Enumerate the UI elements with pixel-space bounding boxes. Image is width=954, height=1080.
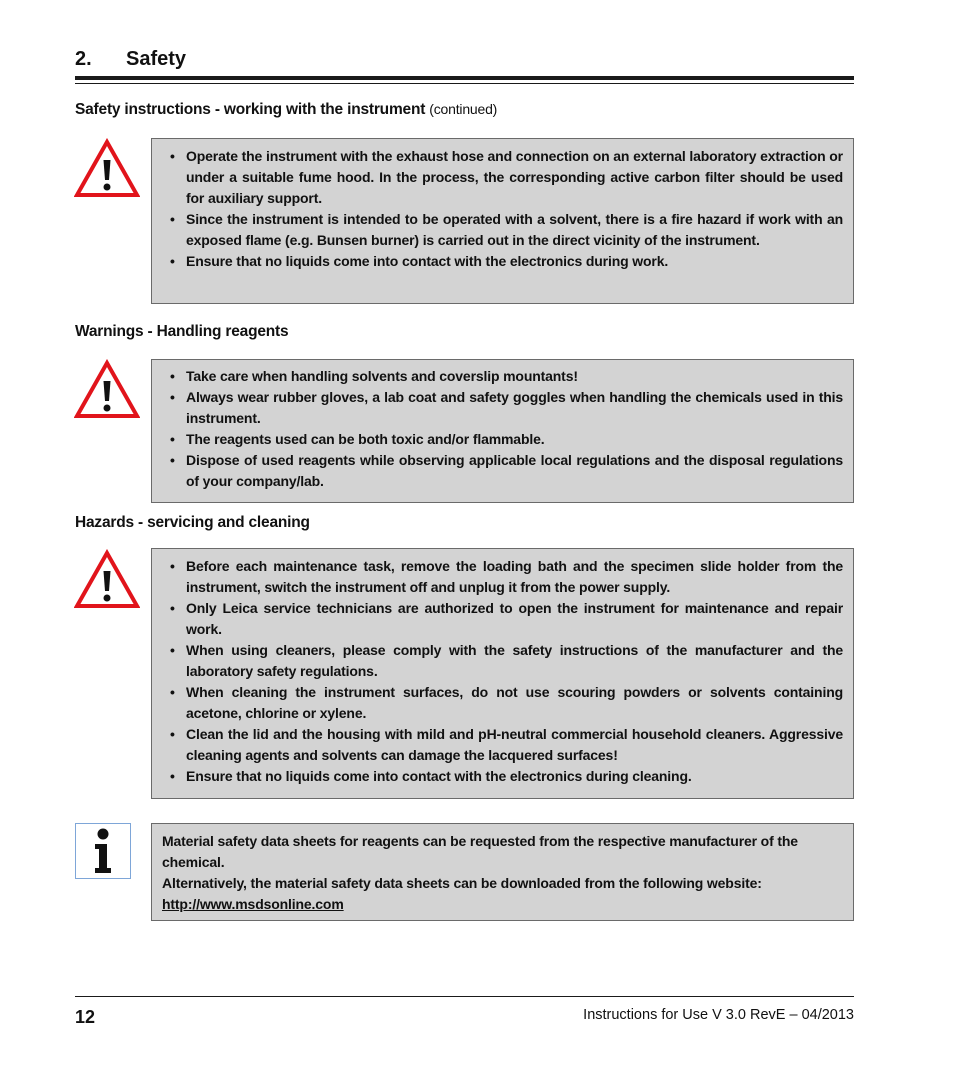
list-item: • Clean the lid and the housing with mild and pH-neutral commercial household cleaners. Aggressive cleaning agents and solvents can damage the lacquered surfaces! (162, 724, 843, 766)
document-info: Instructions for Use V 3.0 RevE – 04/2013 (583, 1007, 854, 1023)
list-item: • Take care when handling solvents and coverslip mountants! (162, 366, 843, 387)
warning-triangle-icon (74, 359, 140, 419)
list-item: • When using cleaners, please comply with the safety instructions of the manufacturer and the laboratory safety regulations. (162, 640, 843, 682)
list-item: • Operate the instrument with the exhaust hose and connection on an external laboratory extraction or under a suitable fume hood. In the process, the corresponding active carbon filter should be used for auxiliary support. (162, 146, 843, 209)
safety-instructions-box (151, 138, 854, 304)
section-heading-servicing-cleaning: Hazards - servicing and cleaning (75, 514, 310, 531)
chapter-number: 2. (75, 48, 92, 70)
warning-triangle-icon (74, 138, 140, 198)
list-item: • Always wear rubber gloves, a lab coat and safety goggles when handling the chemicals used in this instrument. (162, 387, 843, 429)
list-item: • Ensure that no liquids come into contact with the electronics during work. (162, 251, 843, 272)
material-safety-note-box (151, 823, 854, 921)
section-heading-handling-reagents: Warnings - Handling reagents (75, 323, 289, 340)
continued-label: (continued) (429, 101, 498, 117)
note-text: Material safety data sheets for reagents can be requested from the respective manufacturer of the chemical. (162, 833, 798, 870)
page-number: 12 (75, 1007, 96, 1027)
section-heading-safety-instructions: Safety instructions - working with the instrument (continued) (75, 101, 498, 118)
list-item: • Ensure that no liquids come into contact with the electronics during cleaning. (162, 766, 843, 787)
list-item: • When cleaning the instrument surfaces, do not use scouring powders or solvents containing acetone, chlorine or xylene. (162, 682, 843, 724)
list-item: • Only Leica service technicians are authorized to open the instrument for maintenance and repair work. (162, 598, 843, 640)
note-text: Alternatively, the material safety data sheets can be downloaded from the following website: (162, 875, 762, 891)
list-item: • Before each maintenance task, remove the loading bath and the specimen slide holder from the instrument, switch the instrument off and unplug it from the power supply. (162, 556, 843, 598)
chapter-title: Safety (126, 48, 187, 70)
list-item: • Dispose of used reagents while observing applicable local regulations and the disposal regulations of your company/lab. (162, 450, 843, 492)
list-item: • Since the instrument is intended to be operated with a solvent, there is a fire hazard if work with an exposed flame (e.g. Bunsen burner) is carried out in the direct vicinity of the instrument. (162, 209, 843, 251)
info-icon (75, 823, 131, 879)
msds-website-link[interactable]: http://www.msdsonline.com (162, 896, 344, 912)
list-item: • The reagents used can be both toxic and/or flammable. (162, 429, 843, 450)
handling-reagents-box (151, 359, 854, 503)
footer-divider (75, 996, 854, 997)
warning-triangle-icon (74, 549, 140, 609)
servicing-cleaning-box (151, 548, 854, 799)
chapter-header (75, 46, 854, 80)
